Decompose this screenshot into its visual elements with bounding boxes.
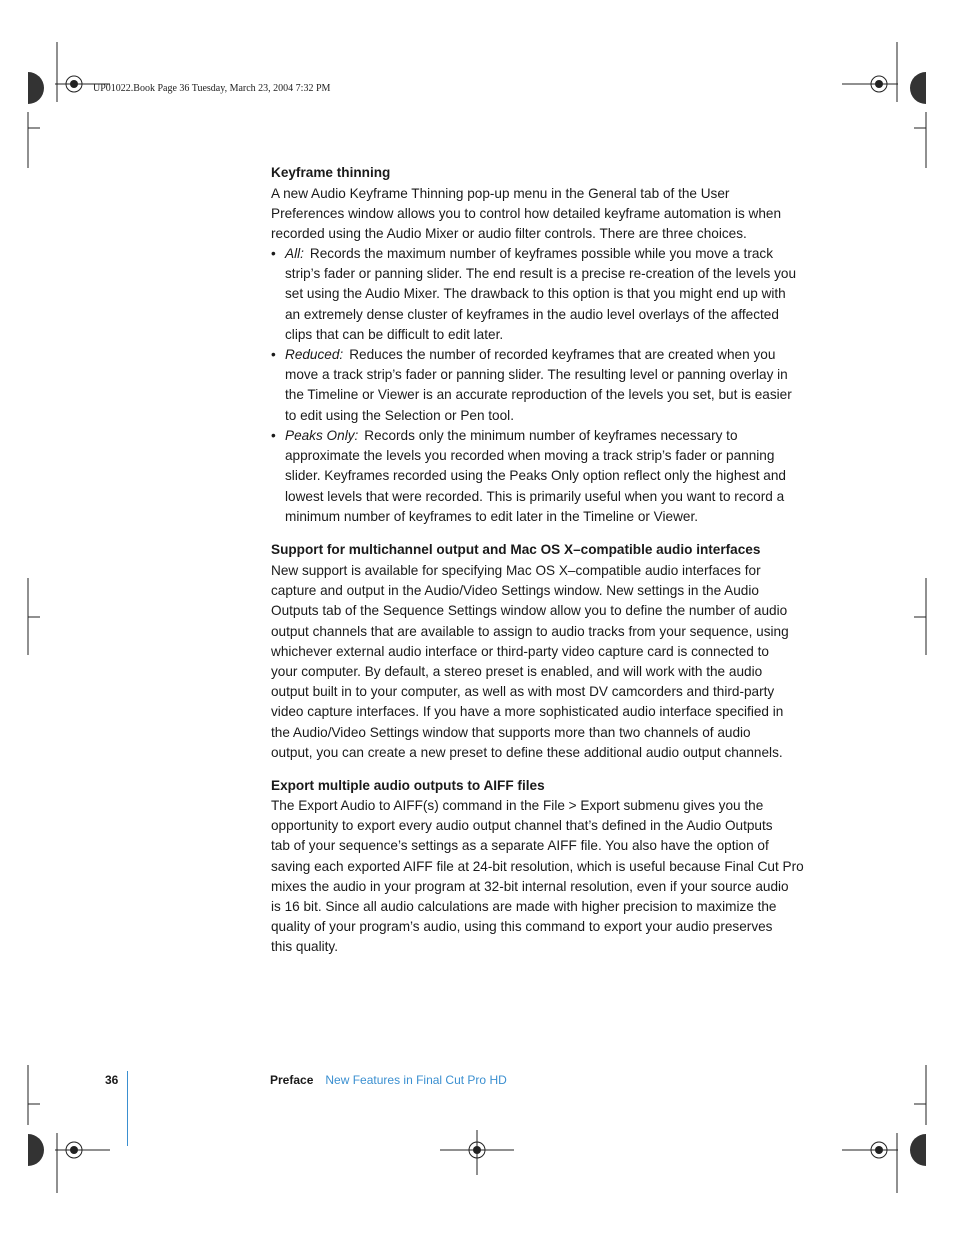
text-line: Preferences window allows you to control how detailed keyframe automation is when bbox=[271, 206, 782, 222]
bullet-term: Reduced: bbox=[285, 347, 344, 362]
bullet-item-all bbox=[271, 244, 841, 345]
text-line: this quality. bbox=[271, 939, 338, 955]
text-line: output built in to your computer, as well as with most DV camcorders and third-party bbox=[271, 684, 775, 700]
text-line: the Audio/Video Settings window that supports more than two channels of audio bbox=[271, 724, 751, 740]
text-line: video capture interfaces. If you have a more sophisticated audio interface specified in bbox=[271, 704, 784, 720]
bullet-icon: • bbox=[271, 246, 276, 261]
bullet-icon: • bbox=[271, 428, 276, 443]
bullet-text: Reduces the number of recorded keyframes that are created when you bbox=[349, 347, 776, 362]
text-line: mixes the audio in your program at 32-bit internal resolution, even if your source audio bbox=[271, 878, 789, 894]
text-line: is 16 bit. Since all audio calculations are made with higher precision to maximize the bbox=[271, 898, 777, 914]
paragraph bbox=[271, 184, 841, 245]
bullet-item-peaks-only bbox=[271, 426, 841, 527]
text-line: Outputs tab of the Sequence Settings window allow you to define the number of audio bbox=[271, 603, 788, 619]
text-line: minimum number of keyframes to edit later in the Timeline or Viewer. bbox=[285, 508, 699, 524]
heading-multichannel-output: Support for multichannel output and Mac OS X–compatible audio interfaces bbox=[271, 542, 761, 557]
heading-export-aiff: Export multiple audio outputs to AIFF files bbox=[271, 778, 545, 793]
text-line: output channels that are available to assign to audio tracks from your sequence, using bbox=[271, 623, 789, 639]
text-line: capture and output in the Audio/Video Settings window. New settings in the Audio bbox=[271, 583, 759, 599]
text-line: New support is available for specifying Mac OS X–compatible audio interfaces for bbox=[271, 563, 761, 578]
text-line: to edit using the Selection or Pen tool. bbox=[285, 407, 514, 423]
text-line: tab of your sequence’s settings as a separate AIFF file. You also have the option of bbox=[271, 838, 769, 854]
bullet-icon: • bbox=[271, 347, 276, 362]
text-line: output, you can create a new preset to define these additional audio output channels. bbox=[271, 744, 783, 760]
print-slug: UP01022.Book Page 36 Tuesday, March 23, 2004 7:32 PM bbox=[93, 83, 331, 94]
text-line: the Timeline or Viewer is an accurate reproduction of the levels you set, but is easier bbox=[285, 387, 792, 403]
paragraph bbox=[271, 561, 841, 763]
bullet-term: Peaks Only: bbox=[285, 428, 359, 443]
footer-chapter-link[interactable]: New Features in Final Cut Pro HD bbox=[325, 1073, 507, 1087]
text-line: quality of your program’s audio, using this command to export your audio preserves bbox=[271, 919, 773, 935]
heading-keyframe-thinning: Keyframe thinning bbox=[271, 165, 391, 180]
text-line: strip’s fader or panning slider. The end result is a precise re-creation of the levels you bbox=[285, 266, 797, 282]
text-line: lowest levels that were recorded. This is primarily useful when you want to record a bbox=[285, 488, 785, 504]
text-line: an extremely dense cluster of keyframes in the audio level overlays of the affected bbox=[285, 306, 779, 322]
text-line: move a track strip’s fader or panning slider. The resulting level or panning overlay in bbox=[285, 367, 788, 383]
bullet-term: All: bbox=[285, 246, 304, 261]
text-line bbox=[271, 345, 841, 365]
text-line: recorded using the Audio Mixer or audio filter controls. There are three choices. bbox=[271, 226, 747, 242]
page-number: 36 bbox=[105, 1073, 119, 1087]
text-line: your computer. By default, a stereo preset is enabled, and will work with the audio bbox=[271, 663, 763, 679]
bullet-item-reduced bbox=[271, 345, 841, 426]
footer-running-title bbox=[270, 1073, 507, 1087]
text-line: A new Audio Keyframe Thinning pop-up menu in the General tab of the User bbox=[271, 186, 730, 201]
text-line: whichever external audio interface or third-party video capture card is connected to bbox=[271, 643, 769, 659]
footer-divider bbox=[127, 1071, 128, 1146]
text-line bbox=[271, 244, 841, 264]
text-line: saving each exported AIFF file at 24-bit resolution, which is useful because Final Cut Pro bbox=[271, 858, 804, 874]
footer-section: Preface bbox=[270, 1073, 314, 1087]
text-line bbox=[271, 426, 841, 446]
text-line: approximate the levels you recorded when moving a track strip’s fader or panning bbox=[285, 448, 775, 464]
bullet-text: Records the maximum number of keyframes possible while you move a track bbox=[309, 246, 774, 261]
paragraph bbox=[271, 796, 841, 958]
text-line: The Export Audio to AIFF(s) command in the File > Export submenu gives you the bbox=[271, 798, 764, 813]
bullet-text: Records only the minimum number of keyframes necessary to bbox=[364, 428, 738, 443]
text-line: opportunity to export every audio output channel that’s defined in the Audio Outputs bbox=[271, 818, 773, 834]
text-line: clips that can be difficult to edit later. bbox=[285, 326, 504, 342]
text-line: slider. Keyframes recorded using the Peaks Only option reflect only the highest and bbox=[285, 468, 786, 484]
text-line: set using the Audio Mixer. The drawback to this option is that you might end up with bbox=[285, 286, 786, 302]
